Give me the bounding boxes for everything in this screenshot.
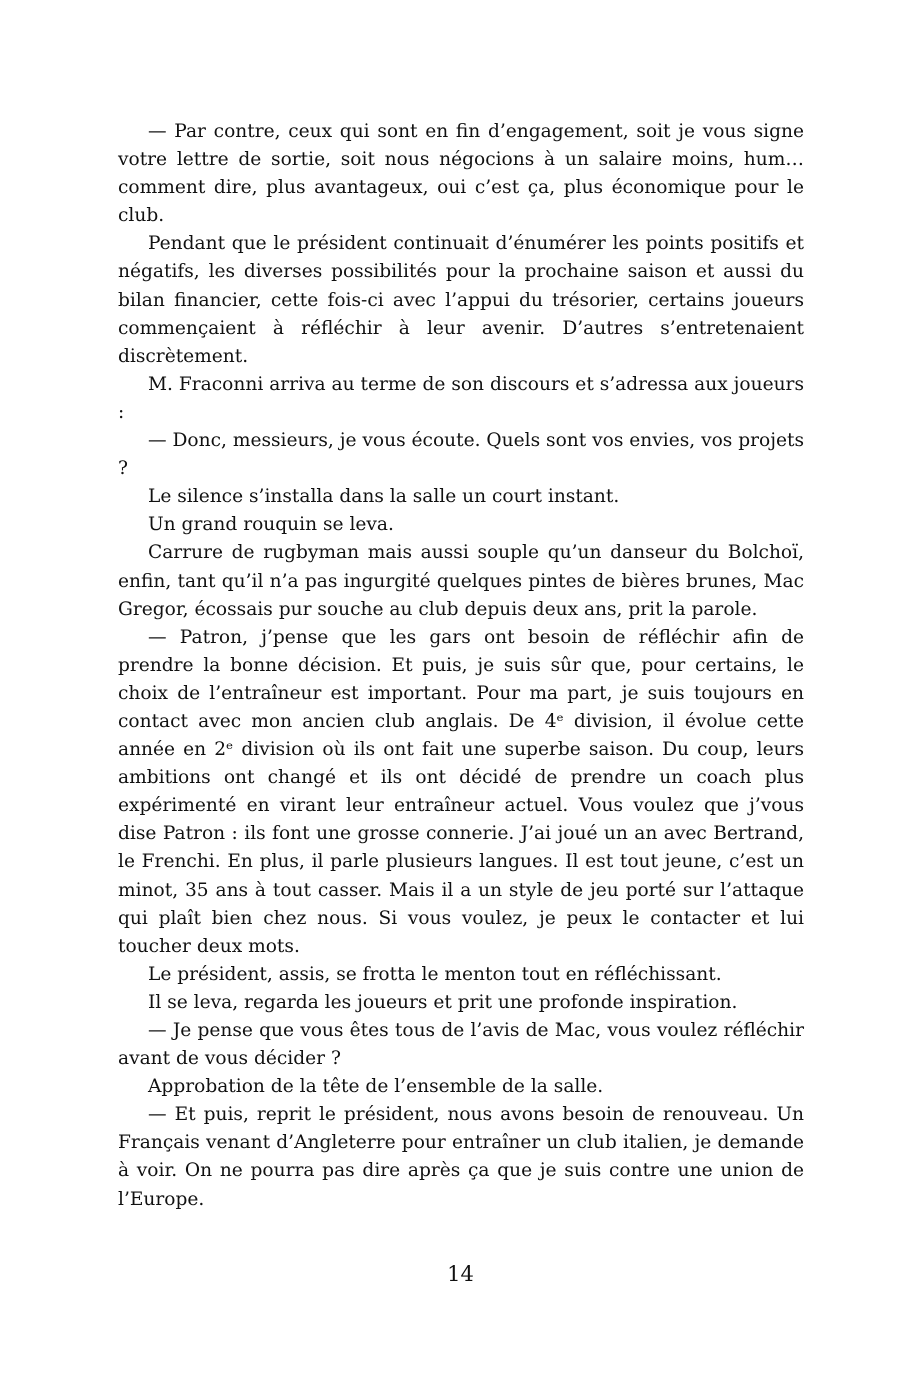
paragraph: — Donc, messieurs, je vous écoute. Quels sont vos envies, vos projets ? [118, 430, 804, 480]
paragraph: — Et puis, reprit le président, nous avons besoin de renouveau. Un Français venant d’Angleterre pour entraîner un club italien, je demande à voir. On ne pourra pas dire après ça que je suis contre une union de l’Europe. [118, 1104, 804, 1210]
paragraph: M. Fraconni arriva au terme de son discours et s’adressa aux joueurs : [118, 373, 804, 423]
paragraph: — Patron, j’pense que les gars ont besoin de réfléchir afin de prendre la bonne décision. Et puis, je suis sûr que, pour certains, le choix de l’entraîneur est important. Pour ma part, je suis toujours en contact avec mon ancien club anglais. De 4ᵉ division, il évolue cette année en 2ᵉ division où ils ont fait une superbe saison. Du coup, leurs ambitions ont changé et ils ont décidé de prendre un coach plus expérimenté en virant leur entraîneur actuel. Vous voulez que j’vous dise Patron : ils font une grosse connerie. J’ai joué un an avec Bertrand, le Frenchi. En plus, il parle plusieurs langues. Il est tout jeune, c’est un minot, 35 ans à tout casser. Mais il a un style de jeu porté sur l’attaque qui plaît bien chez nous. Si vous voulez, je peux le contacter et lui toucher deux mots. [118, 626, 804, 957]
paragraph: — Par contre, ceux qui sont en fin d’engagement, soit je vous signe votre lettre de sortie, soit nous négocions à un salaire moins, hum… comment dire, plus avantageux, oui c’est ça, plus économique pour le club. [118, 121, 804, 227]
paragraph: Il se leva, regarda les joueurs et prit une profonde inspiration. [148, 991, 738, 1013]
paragraph: Approbation de la tête de l’ensemble de la salle. [148, 1076, 604, 1098]
paragraph: — Je pense que vous êtes tous de l’avis de Mac, vous voulez réfléchir avant de vous décider ? [118, 1020, 804, 1070]
page-body [118, 118, 804, 1214]
paragraph: Le silence s’installa dans la salle un court instant. [148, 486, 620, 508]
paragraph: Un grand rouquin se leva. [148, 514, 394, 536]
paragraph: Carrure de rugbyman mais aussi souple qu’un danseur du Bolchoï, enfin, tant qu’il n’a pas ingurgité quelques pintes de bières brunes, Mac Gregor, écossais pur souche au club depuis deux ans, prit la parole. [118, 542, 804, 620]
paragraph: Pendant que le président continuait d’énumérer les points positifs et négatifs, les diverses possibilités pour la prochaine saison et aussi du bilan financier, cette fois-ci avec l’appui du trésorier, certains joueurs commençaient à réfléchir à leur avenir. D’autres s’entretenaient discrètement. [118, 233, 804, 367]
paragraph: Le président, assis, se frotta le menton tout en réfléchissant. [148, 963, 722, 985]
page-number: 14 [447, 1262, 474, 1286]
